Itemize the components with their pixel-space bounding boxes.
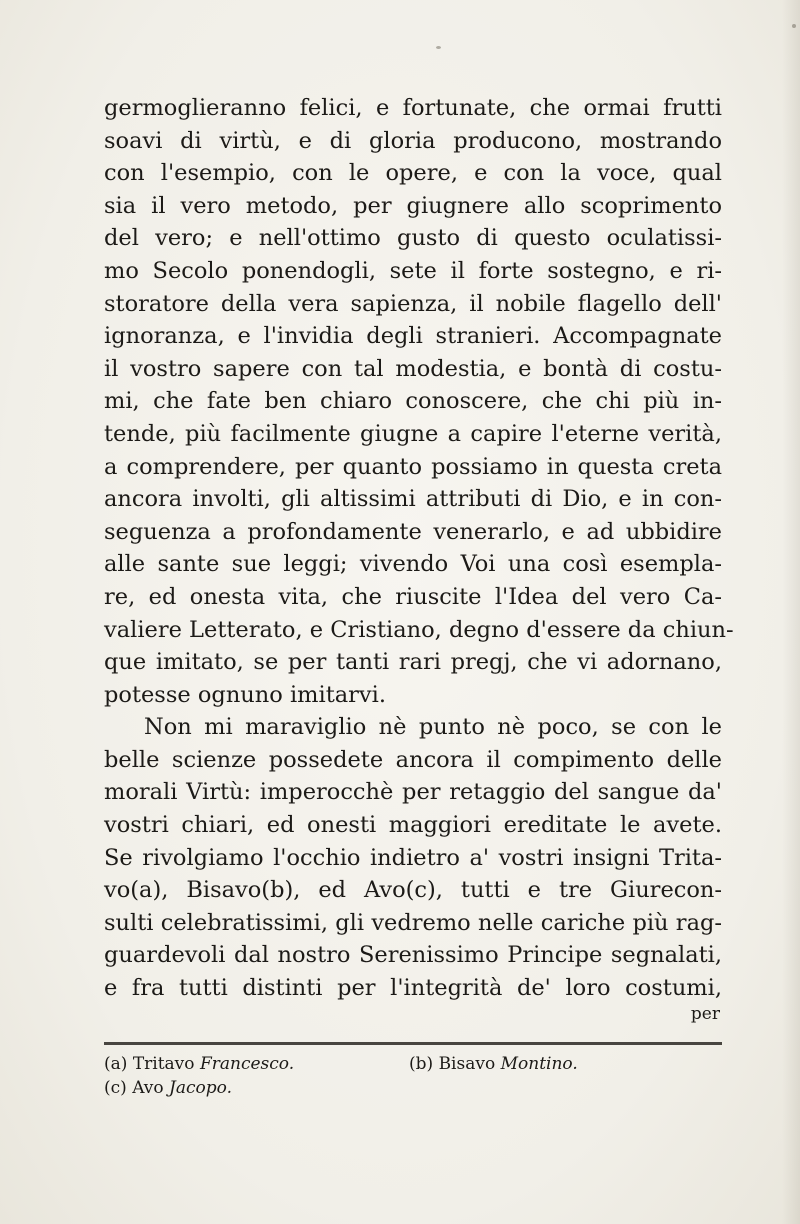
catchword: per [690, 1004, 720, 1024]
footnote-a [104, 1052, 409, 1076]
text-line: ancora involti, gli altissimi attributi di Dio, e in con- [104, 486, 722, 513]
text-line: soavi di virtù, e di gloria producono, mostrando [104, 127, 722, 154]
paper-speck [436, 46, 441, 49]
footnote-c [104, 1076, 232, 1100]
footnote-c-name: Jacopo. [169, 1078, 232, 1098]
text-line: vostri chiari, ed onesti maggiori ereditate le avete. [104, 812, 722, 839]
paragraph-end-line: potesse ognuno imitarvi. [104, 681, 386, 708]
text-line: germoglieranno felici, e fortunate, che ormai frutti [104, 95, 722, 121]
footnote-a-text: Tritavo [132, 1054, 195, 1074]
text-line: valiere Letterato, e Cristiano, degno d'essere da chiun- [104, 616, 734, 643]
text-line: e fra tutti distinti per l'integrità de' loro costumi, [104, 975, 722, 1002]
text-line: que imitato, se per tanti rari pregj, che vi adornano, [104, 649, 722, 676]
text-line: storatore della vera sapienza, il nobile flagello dell' [104, 290, 722, 317]
text-line: del vero; e nell'ottimo gusto di questo oculatissi- [104, 225, 722, 252]
text-line: tende, più facilmente giugne a capire l'eterne verità, [104, 420, 722, 447]
text-line: mi, che fate ben chiaro conoscere, che chi più in- [104, 388, 722, 415]
footnote-b [409, 1052, 578, 1076]
paragraph-start-line: Non mi maraviglio nè punto nè poco, se con le [144, 714, 722, 741]
text-line: guardevoli dal nostro Serenissimo Principe segnalati, [104, 942, 722, 969]
text-line: seguenza a profondamente venerarlo, e ad ubbidire [104, 518, 722, 545]
footnote-c-text: Avo [132, 1078, 164, 1098]
footnotes [104, 1052, 722, 1100]
footnote-rule [104, 1042, 722, 1045]
footnote-b-name: Montino. [500, 1054, 578, 1074]
text-line: ignoranza, e l'invidia degli stranieri. Accompagnate [104, 323, 722, 350]
text-line: sulti celebratissimi, gli vedremo nelle cariche più rag- [104, 909, 722, 936]
main-text-block [104, 92, 734, 1005]
text-line: sia il vero metodo, per giugnere allo scoprimento [104, 192, 722, 219]
text-line: morali Virtù: imperocchè per retaggio del sangue da' [104, 779, 722, 806]
text-line: belle scienze possedete ancora il compimento delle [104, 746, 722, 773]
text-line: a comprendere, per quanto possiamo in questa creta [104, 453, 722, 480]
footnote-b-text: Bisavo [438, 1054, 496, 1074]
footnote-a-mark: (a) [104, 1054, 128, 1074]
text-line: Se rivolgiamo l'occhio indietro a' vostri insigni Trita- [104, 844, 722, 871]
footnote-b-mark: (b) [409, 1054, 434, 1074]
footnote-row [104, 1052, 722, 1076]
footnote-a-name: Francesco. [199, 1054, 295, 1074]
text-line: vo(a), Bisavo(b), ed Avo(c), tutti e tre Giurecon- [104, 877, 722, 904]
paper-speck [792, 24, 796, 28]
text-line: il vostro sapere con tal modestia, e bontà di costu- [104, 355, 722, 382]
text-line: alle sante sue leggi; vivendo Voi una così esempla- [104, 551, 722, 578]
footnote-row [104, 1076, 722, 1100]
page-edge-shadow [782, 0, 800, 1224]
text-line: con l'esempio, con le opere, e con la voce, qual [104, 160, 722, 187]
text-line: mo Secolo ponendogli, sete il forte sostegno, e ri- [104, 257, 722, 284]
text-line: re, ed onesta vita, che riuscite l'Idea del vero Ca- [104, 583, 722, 610]
footnote-c-mark: (c) [104, 1078, 127, 1098]
